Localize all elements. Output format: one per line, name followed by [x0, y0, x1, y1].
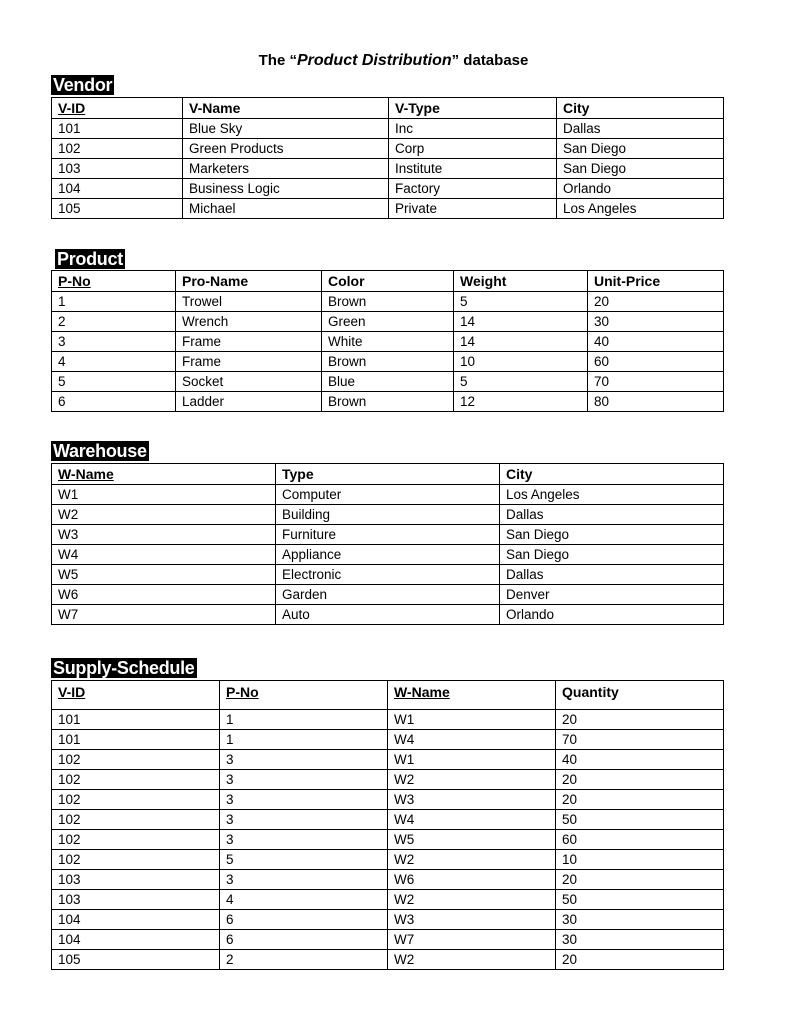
table-row	[52, 585, 724, 605]
table-row	[52, 485, 724, 505]
table-cell: Garden	[276, 585, 500, 605]
table-cell: Business Logic	[183, 179, 389, 199]
table-cell: W2	[388, 850, 556, 870]
table-cell: Blue	[322, 372, 454, 392]
table-cell: 30	[556, 930, 724, 950]
supply-column-header: P-No	[220, 681, 388, 710]
table-row	[52, 850, 724, 870]
table-cell: W7	[52, 605, 276, 625]
table-cell: Marketers	[183, 159, 389, 179]
table-cell: Dallas	[500, 505, 724, 525]
table-cell: San Diego	[500, 545, 724, 565]
table-cell: 40	[588, 332, 724, 352]
table-row	[52, 179, 724, 199]
table-cell: Denver	[500, 585, 724, 605]
table-row	[52, 710, 724, 730]
table-cell: Brown	[322, 292, 454, 312]
table-cell: Inc	[389, 119, 557, 139]
product-column-header: Weight	[454, 271, 588, 292]
table-cell: White	[322, 332, 454, 352]
document-title	[0, 52, 787, 70]
table-cell: Ladder	[176, 392, 322, 412]
table-cell: 102	[52, 139, 183, 159]
table-cell: 104	[52, 930, 220, 950]
table-row	[52, 372, 724, 392]
vendor-table-label: Vendor	[53, 75, 113, 95]
table-cell: Auto	[276, 605, 500, 625]
table-row	[52, 312, 724, 332]
table-cell: 102	[52, 810, 220, 830]
warehouse-table	[51, 463, 724, 625]
table-row	[52, 830, 724, 850]
table-row	[52, 770, 724, 790]
table-cell: 3	[220, 810, 388, 830]
table-cell: Michael	[183, 199, 389, 219]
table-row	[52, 392, 724, 412]
table-row	[52, 545, 724, 565]
vendor-column-header: V-Type	[389, 98, 557, 119]
table-cell: 30	[556, 910, 724, 930]
table-cell: 6	[220, 910, 388, 930]
table-cell: W2	[388, 890, 556, 910]
table-cell: Frame	[176, 352, 322, 372]
table-cell: 50	[556, 890, 724, 910]
table-cell: 101	[52, 730, 220, 750]
table-cell: Green	[322, 312, 454, 332]
table-cell: 40	[556, 750, 724, 770]
table-cell: San Diego	[557, 139, 724, 159]
supply-column-header: Quantity	[556, 681, 724, 710]
table-cell: 1	[220, 730, 388, 750]
table-row	[52, 890, 724, 910]
table-cell: 3	[52, 332, 176, 352]
vendor-table	[51, 97, 724, 219]
vendor-header-row	[52, 98, 724, 119]
table-cell: Los Angeles	[500, 485, 724, 505]
table-cell: Orlando	[500, 605, 724, 625]
table-row	[52, 870, 724, 890]
table-cell: 6	[220, 930, 388, 950]
table-row	[52, 352, 724, 372]
table-cell: Trowel	[176, 292, 322, 312]
table-cell: 3	[220, 750, 388, 770]
table-cell: Dallas	[500, 565, 724, 585]
table-cell: Los Angeles	[557, 199, 724, 219]
table-cell: 60	[556, 830, 724, 850]
vendor-column-header: City	[557, 98, 724, 119]
table-cell: 2	[52, 312, 176, 332]
vendor-column-header: V-ID	[52, 98, 183, 119]
table-cell: 2	[220, 950, 388, 970]
table-row	[52, 730, 724, 750]
table-cell: 30	[588, 312, 724, 332]
vendor-column-header: V-Name	[183, 98, 389, 119]
table-cell: W6	[388, 870, 556, 890]
product-table	[51, 270, 724, 412]
table-cell: 70	[556, 730, 724, 750]
table-cell: 4	[52, 352, 176, 372]
table-cell: Frame	[176, 332, 322, 352]
table-cell: W7	[388, 930, 556, 950]
table-cell: 5	[454, 292, 588, 312]
warehouse-table-label: Warehouse	[53, 441, 147, 461]
table-cell: 20	[588, 292, 724, 312]
table-cell: W5	[388, 830, 556, 850]
table-cell: 5	[454, 372, 588, 392]
title-suffix: ” database	[451, 52, 529, 69]
table-cell: 3	[220, 770, 388, 790]
table-cell: Furniture	[276, 525, 500, 545]
table-cell: 60	[588, 352, 724, 372]
table-cell: 101	[52, 119, 183, 139]
table-cell: 103	[52, 890, 220, 910]
table-cell: W4	[52, 545, 276, 565]
table-cell: 105	[52, 199, 183, 219]
table-cell: 20	[556, 950, 724, 970]
table-cell: 20	[556, 790, 724, 810]
table-row	[52, 930, 724, 950]
table-cell: 103	[52, 159, 183, 179]
table-cell: 20	[556, 870, 724, 890]
table-cell: W2	[388, 770, 556, 790]
supply-schedule-table	[51, 680, 724, 970]
table-cell: 4	[220, 890, 388, 910]
table-cell: 12	[454, 392, 588, 412]
table-cell: 104	[52, 179, 183, 199]
supply-column-header: W-Name	[388, 681, 556, 710]
table-cell: 50	[556, 810, 724, 830]
table-cell: W1	[52, 485, 276, 505]
table-cell: W1	[388, 710, 556, 730]
supply-schedule-table-label: Supply-Schedule	[53, 658, 195, 678]
table-cell: W3	[52, 525, 276, 545]
table-cell: San Diego	[557, 159, 724, 179]
table-cell: W6	[52, 585, 276, 605]
table-cell: 14	[454, 312, 588, 332]
table-cell: 104	[52, 910, 220, 930]
table-cell: 20	[556, 770, 724, 790]
table-cell: 70	[588, 372, 724, 392]
table-cell: 102	[52, 770, 220, 790]
table-cell: W3	[388, 910, 556, 930]
table-cell: Wrench	[176, 312, 322, 332]
table-cell: Brown	[322, 392, 454, 412]
table-cell: W1	[388, 750, 556, 770]
table-row	[52, 292, 724, 312]
product-column-header: P-No	[52, 271, 176, 292]
title-prefix: The “	[258, 52, 297, 69]
table-cell: 20	[556, 710, 724, 730]
table-row	[52, 159, 724, 179]
table-cell: 103	[52, 870, 220, 890]
product-column-header: Unit-Price	[588, 271, 724, 292]
table-cell: Blue Sky	[183, 119, 389, 139]
table-cell: 105	[52, 950, 220, 970]
table-cell: 102	[52, 830, 220, 850]
table-row	[52, 332, 724, 352]
warehouse-column-header: City	[500, 464, 724, 485]
table-cell: W5	[52, 565, 276, 585]
table-cell: Dallas	[557, 119, 724, 139]
table-cell: 1	[52, 292, 176, 312]
product-column-header: Color	[322, 271, 454, 292]
table-cell: San Diego	[500, 525, 724, 545]
supply-header-row	[52, 681, 724, 710]
table-cell: 3	[220, 830, 388, 850]
table-cell: 3	[220, 870, 388, 890]
table-cell: W2	[388, 950, 556, 970]
table-cell: Socket	[176, 372, 322, 392]
table-cell: 10	[556, 850, 724, 870]
table-cell: 102	[52, 790, 220, 810]
table-cell: 1	[220, 710, 388, 730]
table-cell: Appliance	[276, 545, 500, 565]
table-row	[52, 525, 724, 545]
table-row	[52, 505, 724, 525]
table-cell: 80	[588, 392, 724, 412]
table-cell: 101	[52, 710, 220, 730]
table-cell: 3	[220, 790, 388, 810]
table-cell: Institute	[389, 159, 557, 179]
table-cell: 102	[52, 750, 220, 770]
title-emphasis: Product Distribution	[296, 52, 452, 69]
table-cell: Green Products	[183, 139, 389, 159]
table-cell: 5	[52, 372, 176, 392]
table-cell: Electronic	[276, 565, 500, 585]
table-cell: Computer	[276, 485, 500, 505]
table-cell: Building	[276, 505, 500, 525]
table-cell: Corp	[389, 139, 557, 159]
table-cell: 14	[454, 332, 588, 352]
table-row	[52, 199, 724, 219]
table-cell: Factory	[389, 179, 557, 199]
table-row	[52, 139, 724, 159]
table-row	[52, 605, 724, 625]
table-cell: W2	[52, 505, 276, 525]
table-cell: 10	[454, 352, 588, 372]
table-cell: 5	[220, 850, 388, 870]
product-table-label: Product	[57, 249, 123, 269]
table-cell: Orlando	[557, 179, 724, 199]
warehouse-column-header: W-Name	[52, 464, 276, 485]
warehouse-header-row	[52, 464, 724, 485]
table-row	[52, 750, 724, 770]
table-row	[52, 810, 724, 830]
table-cell: W3	[388, 790, 556, 810]
table-row	[52, 910, 724, 930]
table-row	[52, 119, 724, 139]
product-column-header: Pro-Name	[176, 271, 322, 292]
table-row	[52, 950, 724, 970]
table-cell: Private	[389, 199, 557, 219]
product-header-row	[52, 271, 724, 292]
warehouse-column-header: Type	[276, 464, 500, 485]
table-cell: Brown	[322, 352, 454, 372]
table-cell: W4	[388, 810, 556, 830]
table-cell: 102	[52, 850, 220, 870]
table-row	[52, 565, 724, 585]
table-row	[52, 790, 724, 810]
supply-column-header: V-ID	[52, 681, 220, 710]
table-cell: 6	[52, 392, 176, 412]
table-cell: W4	[388, 730, 556, 750]
